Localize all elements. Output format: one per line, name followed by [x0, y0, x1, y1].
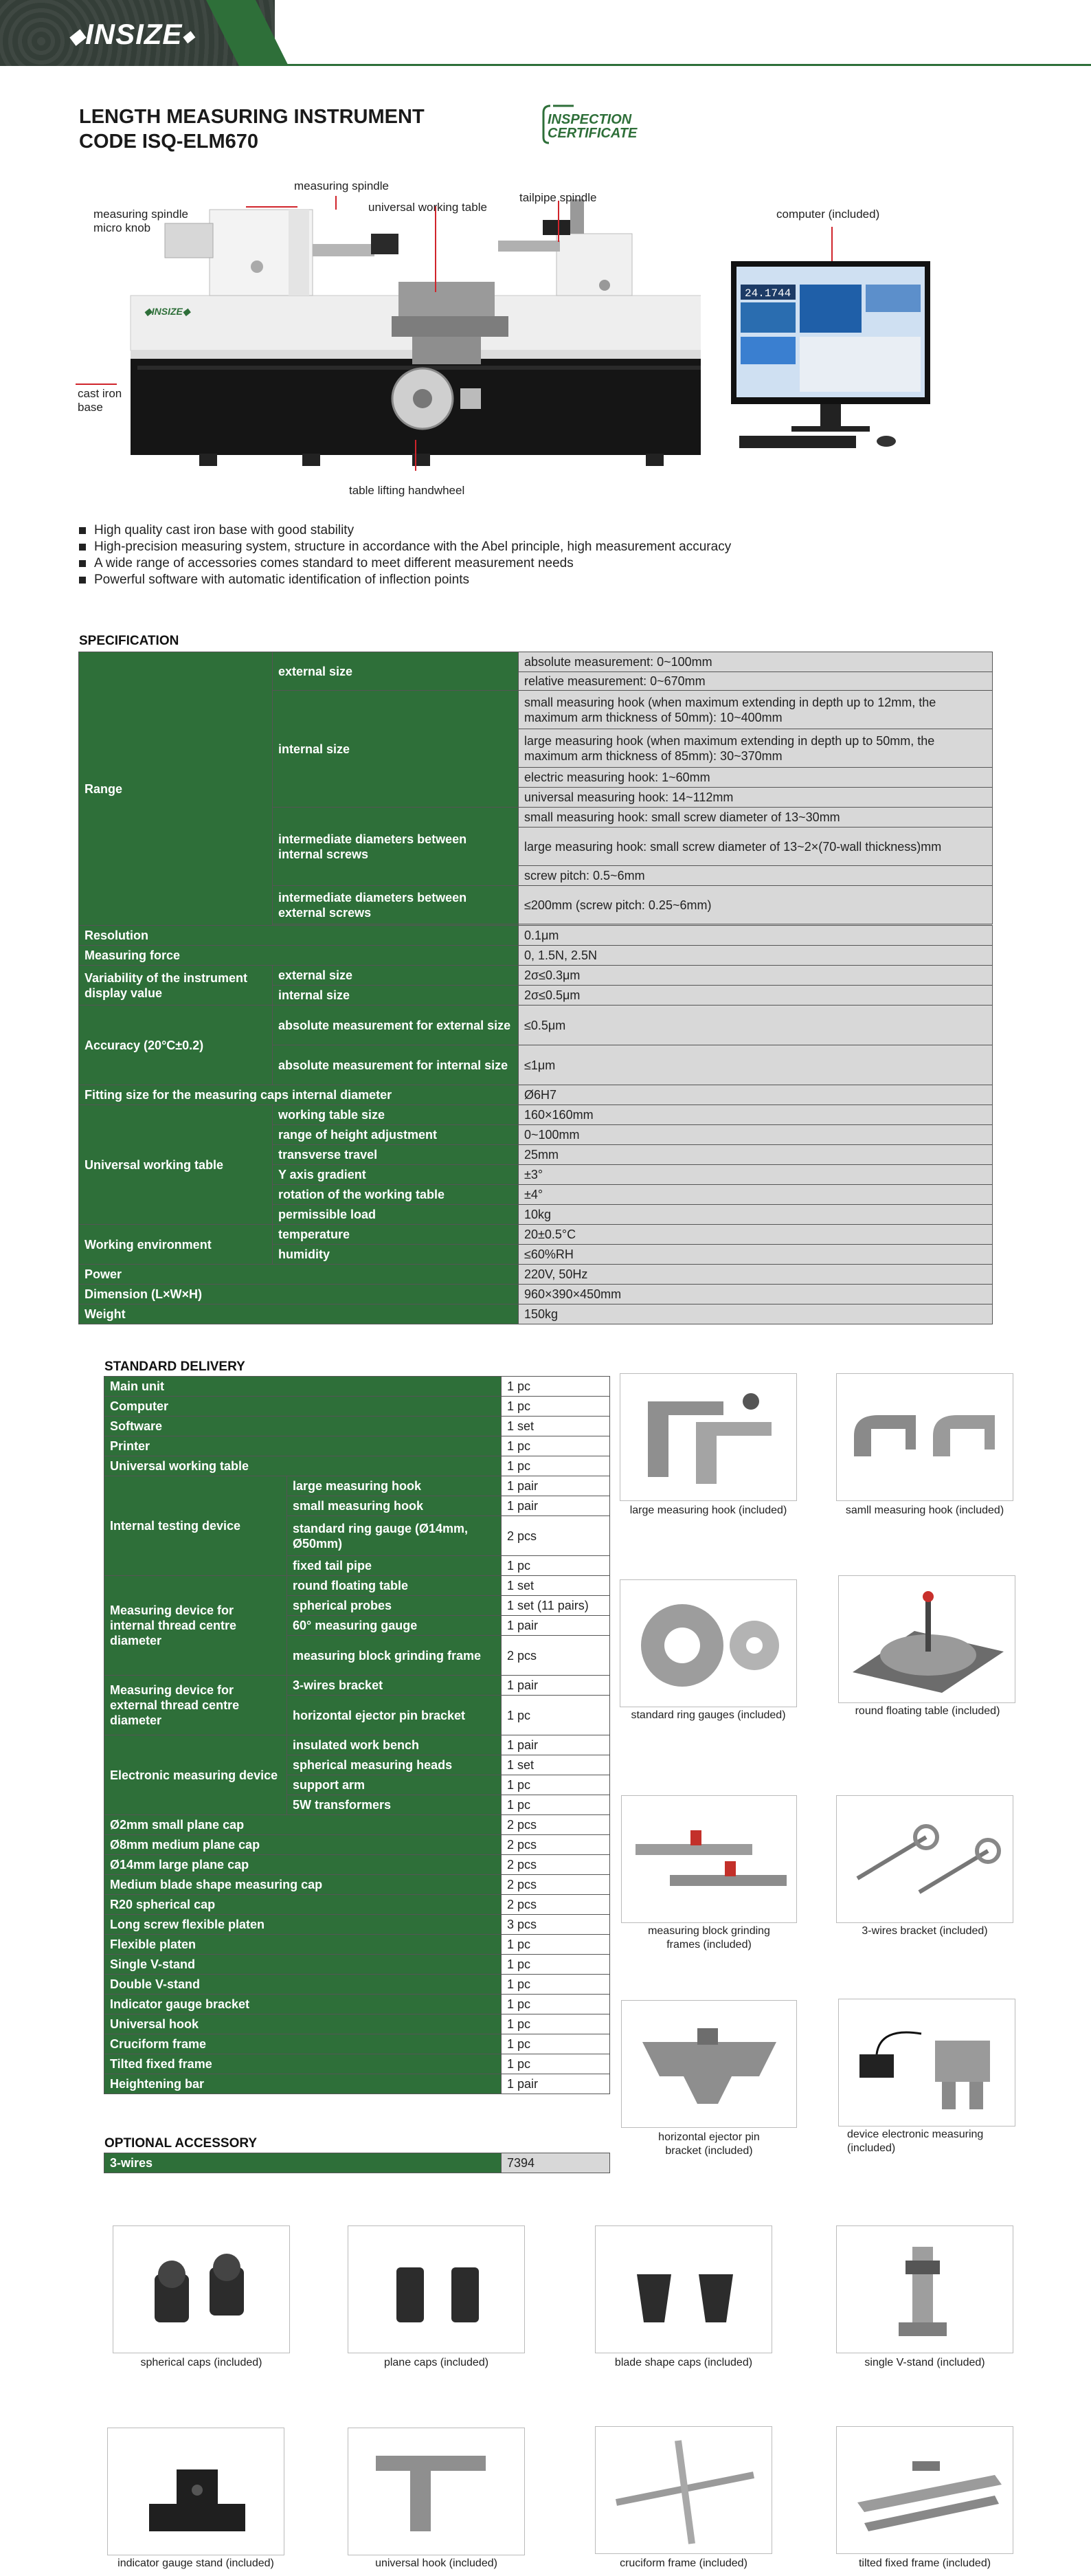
spec-env-hum: humidity: [273, 1245, 519, 1265]
delivery-qty: 1 pair: [502, 1616, 610, 1636]
feature-list: [79, 522, 903, 588]
delivery-qty: 2 pcs: [502, 1636, 610, 1676]
caption: plane caps (included): [383, 2357, 489, 2368]
screen-readout: 24.1744: [745, 287, 791, 300]
delivery-item: Software: [104, 1417, 502, 1436]
spec-external-size: external size: [273, 652, 519, 691]
spec-intermediate-internal: intermediate diameters between internal screws: [273, 808, 519, 886]
spherical-caps-picture: [113, 2225, 290, 2353]
bullet-icon: [79, 544, 86, 551]
delivery-group: Internal testing device: [104, 1476, 287, 1576]
caption-line2: bracket (included): [665, 2145, 753, 2157]
certificate-line-1: INSPECTION: [548, 112, 632, 127]
spec-value: 160×160mm: [519, 1105, 993, 1125]
callout-micro-knob: [93, 208, 188, 235]
spec-var-int: internal size: [273, 986, 519, 1006]
spec-value: screw pitch: 0.5~6mm: [519, 866, 993, 886]
callout-tailpipe: tailpipe spindle: [519, 191, 597, 204]
callout-base-line1: cast iron: [78, 387, 122, 400]
electronic-device-picture: [838, 1999, 1015, 2127]
delivery-group: Measuring device for internal thread centre diameter: [104, 1576, 287, 1676]
delivery-qty: 1 pc: [502, 1975, 610, 1995]
feature-text: High-precision measuring system, structure in accordance with the Abel principle, high measurement accuracy: [94, 540, 732, 554]
caption: [835, 2128, 1035, 2155]
delivery-qty: 1 pc: [502, 1955, 610, 1975]
universal-hook-picture: [348, 2428, 525, 2555]
single-v-stand-image: [837, 2226, 1013, 2353]
caption: large measuring hook (included): [629, 1504, 787, 1516]
feature-text: Powerful software with automatic identification of inflection points: [94, 573, 469, 587]
delivery-qty: 2 pcs: [502, 1875, 610, 1895]
large-hook-picture: [620, 1373, 797, 1501]
callout-line-table: [435, 206, 436, 292]
feature-item: [79, 555, 903, 572]
brand-logo: ◆INSIZE◆: [69, 18, 195, 50]
delivery-item: Main unit: [104, 1377, 502, 1397]
caption: blade shape caps (included): [614, 2357, 753, 2368]
feature-item: [79, 572, 903, 588]
caption: indicator gauge stand (included): [117, 2557, 274, 2569]
delivery-item: Ø2mm small plane cap: [104, 1815, 502, 1835]
small-measuring-hook-image: [837, 1374, 1013, 1500]
delivery-qty: 1 set: [502, 1755, 610, 1775]
delivery-qty: 2 pcs: [502, 1895, 610, 1915]
spec-value: 150kg: [519, 1304, 993, 1324]
delivery-qty: 1 pair: [502, 1676, 610, 1696]
delivery-qty: 2 pcs: [502, 1815, 610, 1835]
caption: spherical caps (included): [140, 2357, 262, 2368]
delivery-item: Heightening bar: [104, 2074, 502, 2094]
spec-accuracy: Accuracy (20°C±0.2): [79, 1006, 273, 1085]
delivery-qty: 1 pair: [502, 2074, 610, 2094]
page-header: [0, 0, 1091, 66]
plane-caps-picture: [348, 2225, 525, 2353]
callout-line-tailpipe: [558, 201, 559, 242]
spec-value: small measuring hook: small screw diameter of 13~30mm: [519, 808, 993, 828]
cruciform-frame-picture: [595, 2426, 772, 2554]
delivery-qty: 1 pair: [502, 1476, 610, 1496]
caption: [621, 1924, 797, 1952]
tilted-frame-picture: [836, 2426, 1013, 2554]
spec-acc-int: absolute measurement for internal size: [273, 1045, 519, 1085]
delivery-subitem: spherical probes: [287, 1596, 502, 1616]
callout-line-base: [76, 384, 117, 385]
spec-var-ext: external size: [273, 966, 519, 986]
title-line-1: LENGTH MEASURING INSTRUMENT: [79, 106, 425, 128]
delivery-item: Universal hook: [104, 2014, 502, 2034]
spec-value: small measuring hook (when maximum extending in depth up to 12mm, the maximum arm thickness of 50mm): 10~400mm: [519, 691, 993, 729]
spec-t-gradient: Y axis gradient: [273, 1165, 519, 1185]
delivery-qty: 1 set (11 pairs): [502, 1596, 610, 1616]
specification-table: [78, 652, 992, 1324]
delivery-subitem: measuring block grinding frame: [287, 1636, 502, 1676]
spec-dimension: Dimension (L×W×H): [79, 1285, 519, 1304]
callout-micro-knob-line2: micro knob: [93, 221, 151, 234]
spec-value: 20±0.5°C: [519, 1225, 993, 1245]
delivery-qty: 1 pc: [502, 1377, 610, 1397]
feature-item: [79, 522, 903, 539]
universal-hook-image: [348, 2428, 524, 2555]
spec-t-travel: transverse travel: [273, 1145, 519, 1165]
indicator-stand-picture: [107, 2428, 284, 2555]
callout-universal-table: universal working table: [368, 201, 487, 214]
bullet-icon: [79, 577, 86, 584]
delivery-item: Computer: [104, 1397, 502, 1417]
measuring-block-grinding-frame-image: [622, 1796, 796, 1922]
delivery-subitem: spherical measuring heads: [287, 1755, 502, 1775]
spec-t-height: range of height adjustment: [273, 1125, 519, 1145]
indicator-gauge-stand-image: [108, 2428, 284, 2555]
spec-value: ≤1μm: [519, 1045, 993, 1085]
callout-line-micro-knob: [246, 206, 297, 208]
spec-value: large measuring hook (when maximum extending in depth up to 50mm, the maximum arm thickness of 85mm): 30~370mm: [519, 729, 993, 768]
delivery-item: Printer: [104, 1436, 502, 1456]
spec-value: 2σ≤0.3μm: [519, 966, 993, 986]
delivery-qty: 1 pc: [502, 2014, 610, 2034]
spec-range-label: Range: [79, 652, 273, 926]
spec-value: electric measuring hook: 1~60mm: [519, 768, 993, 788]
spec-value: large measuring hook: small screw diameter of 13~2×(70-wall thickness)mm: [519, 828, 993, 866]
spec-value: ≤200mm (screw pitch: 0.25~6mm): [519, 886, 993, 924]
spec-env: Working environment: [79, 1225, 273, 1265]
computer-image: [728, 260, 934, 452]
spec-value: 10kg: [519, 1205, 993, 1225]
callout-measuring-spindle: measuring spindle: [294, 179, 389, 192]
spec-value: 25mm: [519, 1145, 993, 1165]
delivery-qty: 1 pc: [502, 1995, 610, 2014]
spec-value: Ø6H7: [519, 1085, 993, 1105]
spec-value: 220V, 50Hz: [519, 1265, 993, 1285]
delivery-item: Universal working table: [104, 1456, 502, 1476]
spec-variability: Variability of the instrument display value: [79, 966, 273, 1006]
caption: single V-stand (included): [864, 2357, 985, 2368]
horizontal-ejector-pin-bracket-image: [622, 2001, 796, 2127]
caption: round floating table (included): [855, 1705, 1000, 1717]
caption: cruciform frame (included): [620, 2557, 747, 2569]
bullet-icon: [79, 527, 86, 534]
spec-internal-size: internal size: [273, 691, 519, 808]
delivery-qty: 2 pcs: [502, 1516, 610, 1556]
title-line-2: CODE ISQ-ELM670: [79, 131, 259, 153]
delivery-qty: 1 pc: [502, 1935, 610, 1955]
cruciform-frame-image: [596, 2427, 772, 2553]
spec-env-temp: temperature: [273, 1225, 519, 1245]
ring-gauges-picture: [620, 1579, 797, 1707]
delivery-subitem: 3-wires bracket: [287, 1676, 502, 1696]
caption-line1: measuring block grinding: [648, 1925, 770, 1937]
spec-value: 0~100mm: [519, 1125, 993, 1145]
delivery-item: Flexible platen: [104, 1935, 502, 1955]
spec-value: 0.1μm: [519, 926, 993, 946]
spec-force: Measuring force: [79, 946, 519, 966]
delivery-subitem: insulated work bench: [287, 1735, 502, 1755]
feature-text: High quality cast iron base with good stability: [94, 523, 355, 537]
single-v-stand-picture: [836, 2225, 1013, 2353]
svg-text:◆INSIZE◆: ◆INSIZE◆: [144, 306, 190, 317]
standard-ring-gauges-image: [620, 1580, 796, 1707]
spec-value: absolute measurement: 0~100mm: [519, 652, 993, 672]
grinding-frame-picture: [621, 1795, 797, 1923]
feature-item: [79, 539, 903, 555]
delivery-qty: 1 pc: [502, 1436, 610, 1456]
ejector-picture: [621, 2000, 797, 2128]
caption-line1: horizontal ejector pin: [658, 2131, 760, 2143]
spherical-caps-image: [113, 2226, 289, 2353]
spec-value: 960×390×450mm: [519, 1285, 993, 1304]
electronic-measuring-device-image: [839, 1999, 1015, 2126]
blade-shape-caps-image: [596, 2226, 772, 2353]
spec-value: 0, 1.5N, 2.5N: [519, 946, 993, 966]
callout-computer: computer (included): [776, 208, 880, 221]
spec-value: ≤0.5μm: [519, 1006, 993, 1045]
delivery-qty: 1 pc: [502, 1696, 610, 1735]
delivery-qty: 1 pc: [502, 1775, 610, 1795]
delivery-qty: 1 set: [502, 1417, 610, 1436]
delivery-qty: 2 pcs: [502, 1835, 610, 1855]
caption: samll measuring hook (included): [845, 1504, 1004, 1516]
small-hook-picture: [836, 1373, 1013, 1501]
tilted-fixed-frame-image: [837, 2427, 1013, 2553]
delivery-item: Tilted fixed frame: [104, 2054, 502, 2074]
spec-value: ≤60%RH: [519, 1245, 993, 1265]
optional-accessory-heading: OPTIONAL ACCESSORY: [104, 2136, 258, 2151]
optional-code: 7394: [502, 2153, 610, 2173]
delivery-subitem: round floating table: [287, 1576, 502, 1596]
spec-power: Power: [79, 1265, 519, 1285]
three-wires-picture: [836, 1795, 1013, 1923]
caption: [621, 2131, 797, 2158]
plane-caps-image: [348, 2226, 524, 2353]
callout-line-computer: [831, 227, 833, 261]
caption: 3-wires bracket (included): [862, 1925, 988, 1937]
standard-delivery-table: [104, 1376, 609, 2094]
delivery-qty: 1 pair: [502, 1735, 610, 1755]
callout-micro-knob-line1: measuring spindle: [93, 208, 188, 221]
delivery-item: R20 spherical cap: [104, 1895, 502, 1915]
delivery-item: Indicator gauge bracket: [104, 1995, 502, 2014]
spec-fitting: Fitting size for the measuring caps internal diameter: [79, 1085, 519, 1105]
delivery-item: Cruciform frame: [104, 2034, 502, 2054]
callout-line-spindle: [335, 196, 337, 210]
delivery-qty: 1 pc: [502, 2034, 610, 2054]
delivery-qty: 1 pc: [502, 1456, 610, 1476]
certificate-line-2: CERTIFICATE: [548, 126, 638, 141]
computer-monitor-icon: [728, 260, 934, 452]
callout-cast-iron-base: [78, 387, 122, 414]
page-title: [79, 104, 425, 154]
blade-caps-picture: [595, 2225, 772, 2353]
spec-weight: Weight: [79, 1304, 519, 1324]
delivery-item: Ø14mm large plane cap: [104, 1855, 502, 1875]
spec-resolution: Resolution: [79, 926, 519, 946]
spec-t-rotation: rotation of the working table: [273, 1185, 519, 1205]
delivery-item: Medium blade shape measuring cap: [104, 1875, 502, 1895]
delivery-qty: 1 pair: [502, 1496, 610, 1516]
spec-table: Universal working table: [79, 1105, 273, 1225]
spec-acc-ext: absolute measurement for external size: [273, 1006, 519, 1045]
spec-t-load: permissible load: [273, 1205, 519, 1225]
delivery-item: Long screw flexible platen: [104, 1915, 502, 1935]
delivery-qty: 3 pcs: [502, 1915, 610, 1935]
spec-t-size: working table size: [273, 1105, 519, 1125]
delivery-subitem: fixed tail pipe: [287, 1556, 502, 1576]
delivery-item: Single V-stand: [104, 1955, 502, 1975]
delivery-subitem: large measuring hook: [287, 1476, 502, 1496]
standard-delivery-heading: STANDARD DELIVERY: [104, 1359, 245, 1374]
spec-value: ±4°: [519, 1185, 993, 1205]
delivery-subitem: support arm: [287, 1775, 502, 1795]
spec-value: ±3°: [519, 1165, 993, 1185]
header-rule: [261, 64, 1091, 66]
round-table-picture: [838, 1575, 1015, 1703]
optional-item: 3-wires: [104, 2153, 502, 2173]
delivery-qty: 1 set: [502, 1576, 610, 1596]
delivery-subitem: standard ring gauge (Ø14mm, Ø50mm): [287, 1516, 502, 1556]
caption-line2: frames (included): [666, 1939, 752, 1951]
three-wires-bracket-image: [837, 1796, 1013, 1922]
delivery-group: Electronic measuring device: [104, 1735, 287, 1815]
callout-handwheel: table lifting handwheel: [349, 484, 465, 497]
spec-value: 2σ≤0.5μm: [519, 986, 993, 1006]
delivery-subitem: 5W transformers: [287, 1795, 502, 1815]
delivery-group: Measuring device for external thread centre diameter: [104, 1676, 287, 1735]
inspection-certificate-badge: [539, 103, 663, 146]
delivery-item: Double V-stand: [104, 1975, 502, 1995]
delivery-item: Ø8mm medium plane cap: [104, 1835, 502, 1855]
callout-base-line2: base: [78, 401, 103, 414]
caption-line2: (included): [847, 2142, 896, 2154]
delivery-qty: 1 pc: [502, 1795, 610, 1815]
caption: standard ring gauges (included): [631, 1709, 786, 1721]
round-floating-table-image: [839, 1576, 1015, 1702]
optional-accessory-table: [104, 2153, 609, 2173]
caption: universal hook (included): [375, 2557, 497, 2569]
callout-line-handwheel: [415, 440, 416, 471]
caption: tilted fixed frame (included): [858, 2557, 991, 2569]
delivery-subitem: 60° measuring gauge: [287, 1616, 502, 1636]
delivery-qty: 1 pc: [502, 1556, 610, 1576]
delivery-subitem: small measuring hook: [287, 1496, 502, 1516]
delivery-subitem: horizontal ejector pin bracket: [287, 1696, 502, 1735]
delivery-qty: 2 pcs: [502, 1855, 610, 1875]
spec-intermediate-external: intermediate diameters between external screws: [273, 886, 519, 924]
delivery-qty: 1 pc: [502, 1397, 610, 1417]
spec-value: relative measurement: 0~670mm: [519, 672, 993, 691]
delivery-qty: 1 pc: [502, 2054, 610, 2074]
bullet-icon: [79, 560, 86, 567]
specification-heading: SPECIFICATION: [79, 634, 179, 648]
large-measuring-hook-image: [620, 1374, 796, 1500]
caption-line1: device electronic measuring: [847, 2129, 984, 2140]
spec-value: universal measuring hook: 14~112mm: [519, 788, 993, 808]
feature-text: A wide range of accessories comes standard to meet different measurement needs: [94, 556, 574, 570]
